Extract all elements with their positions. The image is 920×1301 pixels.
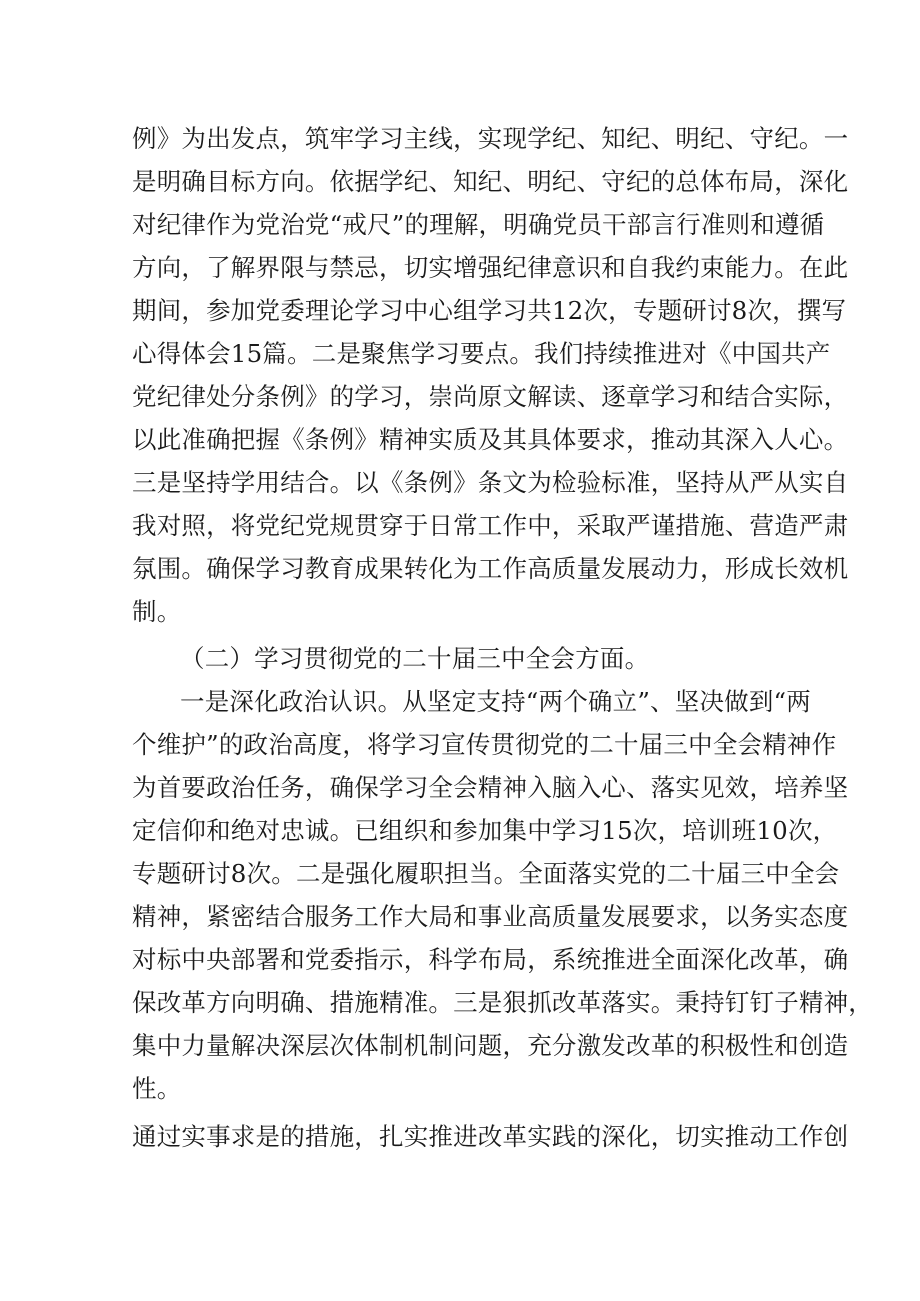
section-heading: （二）学习贯彻党的二十届三中全会方面。 bbox=[180, 644, 650, 673]
paragraph-line: 一是深化政治认识。从坚定支持“两个确立”、坚决做到“两 bbox=[180, 687, 811, 716]
paragraph-line: 例》为出发点，筑牢学习主线，实现学纪、知纪、明纪、守纪。一 bbox=[132, 124, 849, 153]
paragraph-line: 定信仰和绝对忠诚。已组织和参加集中学习15次，培训班10次， bbox=[132, 816, 838, 845]
paragraph-line: 集中力量解决深层次体制机制问题，充分激发改革的积极性和创造 bbox=[132, 1031, 849, 1060]
paragraph-line: 方向，了解界限与禁忌，切实增强纪律意识和自我约束能力。在此 bbox=[132, 253, 849, 282]
paragraph-line: 我对照，将党纪党规贯穿于日常工作中，采取严谨措施、营造严肃 bbox=[132, 511, 849, 540]
paragraph-line: 制。 bbox=[132, 597, 182, 626]
paragraph-line: 对纪律作为党治党“戒尺”的理解，明确党员干部言行准则和遵循 bbox=[132, 210, 825, 239]
paragraph-line: 期间，参加党委理论学习中心组学习共12次，专题研讨8次，撰写 bbox=[132, 296, 847, 325]
paragraph-line: 以此准确把握《条例》精神实质及其具体要求，推动其深入人心。 bbox=[132, 425, 849, 454]
paragraph-line: 保改革方向明确、措施精准。三是狠抓改革落实。秉持钉钉子精神， bbox=[132, 988, 873, 1017]
paragraph-line: 通过实事求是的措施，扎实推进改革实践的深化，切实推动工作创 bbox=[132, 1122, 849, 1151]
paragraph-line: 为首要政治任务，确保学习全会精神入脑入心、落实见效，培养坚 bbox=[132, 773, 849, 802]
paragraph-line: 三是坚持学用结合。以《条例》条文为检验标准，坚持从严从实自 bbox=[132, 468, 849, 497]
paragraph-line: 氛围。确保学习教育成果转化为工作高质量发展动力，形成长效机 bbox=[132, 554, 849, 583]
paragraph-line: 性。 bbox=[132, 1074, 182, 1103]
paragraph-line: 党纪律处分条例》的学习，崇尚原文解读、逐章学习和结合实际， bbox=[132, 382, 849, 411]
paragraph-line: 个维护”的政治高度，将学习宣传贯彻党的二十届三中全会精神作 bbox=[132, 730, 837, 759]
paragraph-line: 是明确目标方向。依据学纪、知纪、明纪、守纪的总体布局，深化 bbox=[132, 167, 849, 196]
paragraph-line: 对标中央部署和党委指示，科学布局，系统推进全面深化改革，确 bbox=[132, 945, 849, 974]
paragraph-line: 专题研讨8次。二是强化履职担当。全面落实党的二十届三中全会 bbox=[132, 859, 840, 888]
paragraph-line: 心得体会15篇。二是聚焦学习要点。我们持续推进对《中国共产 bbox=[132, 339, 831, 368]
paragraph-line: 精神，紧密结合服务工作大局和事业高质量发展要求，以务实态度 bbox=[132, 902, 849, 931]
